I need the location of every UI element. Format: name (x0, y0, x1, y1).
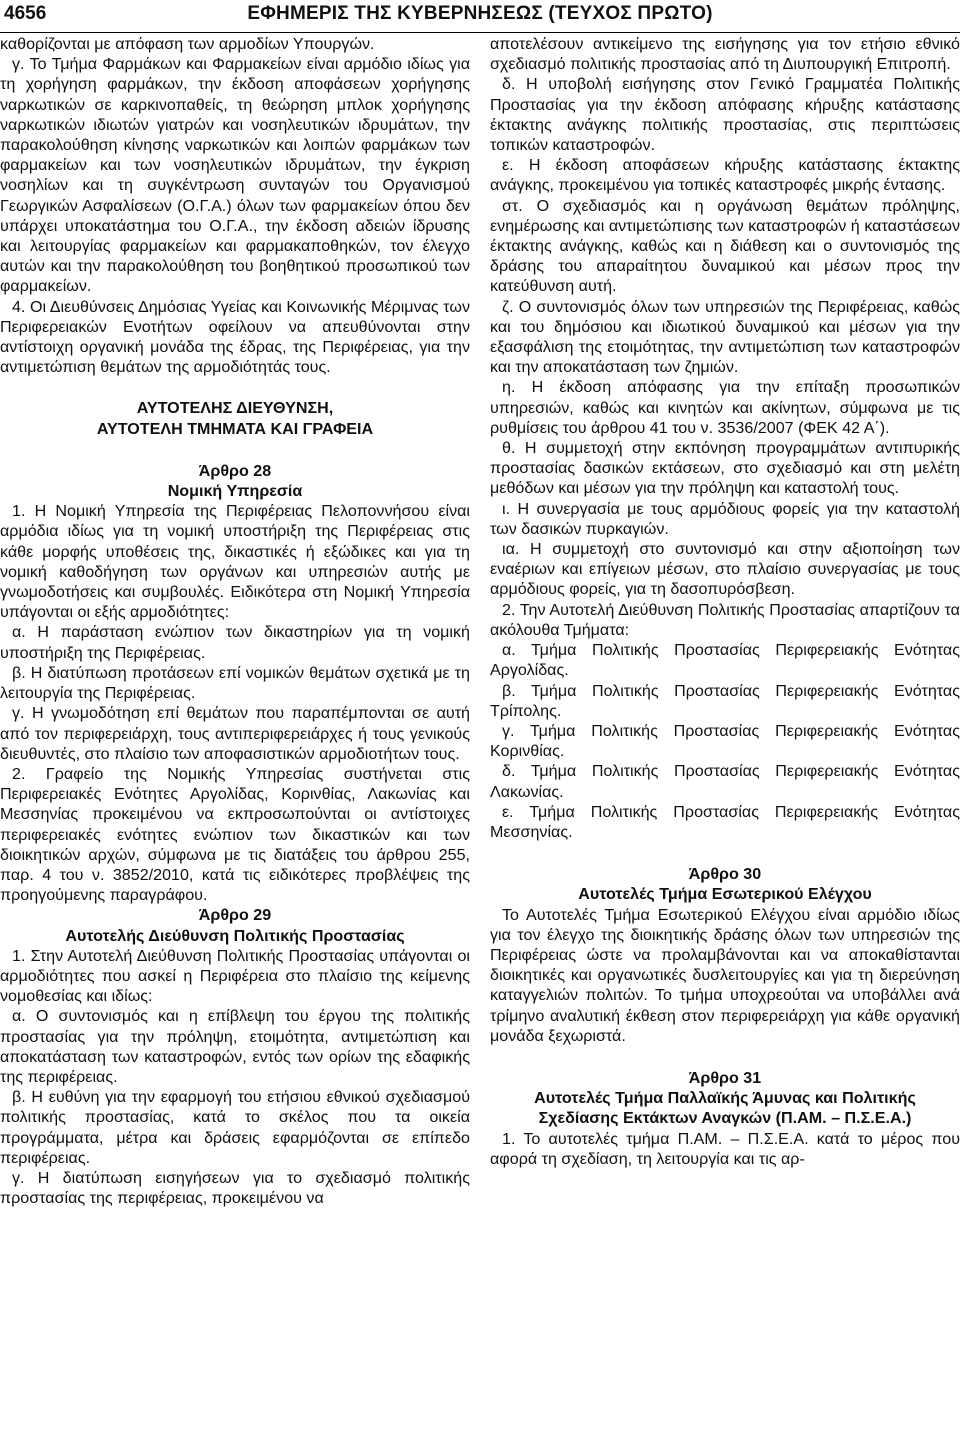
paragraph: ια. Η συμμετοχή στο συντονισμό και στην αξιοποίηση των εναέριων και επίγειων μέσων, στο πλαίσιο συνεργασίας με τους αρμόδιους φορείς, για τη δασοπυρόσβεση. (490, 540, 960, 599)
article-title: Αυτοτελής Διεύθυνση Πολιτικής Προστασίας (65, 926, 405, 945)
paragraph: δ. Η υποβολή εισήγησης στον Γενικό Γραμματέα Πολιτικής Προστασίας για την έκδοση απόφασης κήρυξης κατάστασης έκτακτης ανάγκης πολιτικής προστασίας, στις περιπτώσεις τοπικών καταστροφών. (490, 75, 960, 155)
paragraph: α. Η παράσταση ενώπιον των δικαστηρίων για τη νομική υποστήριξη της Περιφέρειας. (0, 623, 470, 662)
paragraph: γ. Η διατύπωση εισηγήσεων για το σχεδιασμό πολιτικής προστασίας της περιφέρειας, προκειμένου να (0, 1168, 470, 1208)
section-heading: ΑΥΤΟΤΕΛΗΣ ΔΙΕΥΘΥΝΣΗ, (136, 399, 334, 418)
paragraph: 1. Η Νομική Υπηρεσία της Περιφέρειας Πελοποννήσου είναι αρμόδια ιδίως για τη νομική υποστήριξη της Περιφέρειας στις κάθε μορφής υποθέσεις της, δικαστικές ή εξώδικες και για τη νομική καθοδήγηση των οργάνων και υπηρεσιών αυτής με γνωμοδοτήσεις και συμβουλές. Ειδικότερα στη Νομική Υπηρεσία υπάγονται οι εξής αρμοδιότητες: (0, 502, 470, 622)
article-number: Άρθρο 31 (688, 1068, 762, 1087)
article-title: Αυτοτελές Τμήμα Εσωτερικού Ελέγχου (578, 885, 872, 904)
paragraph: β. Η ευθύνη για την εφαρμογή του ετήσιου εθνικού σχεδιασμού πολιτικής προστασίας, κατά το σκέλος που τα οικεία προγράμματα, μέτρα και δράσεις εφαρμόζονται σε επίπεδο περιφέρειας. (0, 1088, 470, 1167)
paragraph: α. Ο συντονισμός και η επίβλεψη του έργου της πολιτικής προστασίας για την πρόληψη, ετοιμότητα, αντιμετώπιση και αποκατάσταση των καταστροφών, εντός των ορίων της εδαφικής της περιφέρειας. (0, 1007, 470, 1086)
paragraph: γ. Το Τμήμα Φαρμάκων και Φαρμακείων είναι αρμόδιο ιδίως για τη χορήγηση φαρμάκων, την έκδοση αποφάσεων χορήγησης ναρκωτικών σε καρκινοπαθείς, τη θεώρηση μπλοκ χορήγησης ναρκωτικών ιδιωτών γιατρών και νοσηλευτικών ιδρυμάτων, την παρακολούθηση κίνησης ναρκωτικών και λοιπών φαρμάκων των φαρμακείων και των νοσηλευτικών ιδρυμάτων, την έγκριση νοσηλίων και τη συγκέντρωση συνταγών του Οργανισμού Γεωργικών Ασφαλίσεων (Ο.Γ.Α.) όλων των φαρμακείων όπου δεν υπάρχει υποκατάστημα του Ο.Γ.Α., την έκδοση αδειών ίδρυσης και λειτουργίας φαρμακείων και φαρμακαποθηκών, τον έλεγχο αυτών και την παρακολούθηση του βοηθητικού προσωπικού των φαρμακείων. (0, 55, 470, 296)
paragraph: γ. Τμήμα Πολιτικής Προστασίας Περιφερειακής Ενότητας Κορινθίας. (490, 721, 960, 761)
right-column (490, 34, 960, 1169)
article-title: Νομική Υπηρεσία (167, 482, 303, 501)
paragraph: α. Τμήμα Πολιτικής Προστασίας Περιφερειακής Ενότητας Αργολίδας. (490, 641, 960, 680)
paragraph: ι. Η συνεργασία με τους αρμόδιους φορείς για την καταστολή των δασικών πυρκαγιών. (490, 499, 960, 538)
left-column (0, 34, 470, 1208)
paragraph: 2. Γραφείο της Νομικής Υπηρεσίας συστήνεται στις Περιφερειακές Ενότητες Αργολίδας, Κορινθίας, Λακωνίας και Μεσσηνίας προκειμένου να εκπροσωπούνται οι αντίστοιχες περιφερειακές ενότητες ενώπιον των δικαστικών και των διοικητικών αρχών, σύμφωνα με τις διατάξεις του άρθρου 255, παρ. 4 του ν. 3852/2010, κατά τις ειδικότερες προβλέψεις της προηγούμενης παραγράφου. (0, 764, 470, 905)
paragraph: 1. Το αυτοτελές τμήμα Π.ΑΜ. – Π.Σ.Ε.Α. κατά το μέρος που αφορά τη σχεδίαση, τη λειτουργία και τις αρ- (490, 1129, 960, 1168)
paragraph: ζ. Ο συντονισμός όλων των υπηρεσιών της Περιφέρειας, καθώς και του δημόσιου και ιδιωτικού δυναμικού και μέσων για την εξασφάλιση της ετοιμότητας, την αντιμετώπιση των καταστροφών και την αποκατάσταση των ζημιών. (490, 297, 960, 377)
article-number: Άρθρο 29 (198, 906, 272, 925)
section-heading: ΑΥΤΟΤΕΛΗ ΤΜΗΜΑΤΑ ΚΑΙ ΓΡΑΦΕΙΑ (96, 419, 374, 438)
paragraph: δ. Τμήμα Πολιτικής Προστασίας Περιφερειακής Ενότητας Λακωνίας. (490, 762, 960, 801)
page-header (0, 0, 960, 33)
gazette-title: ΕΦΗΜΕΡΙΣ ΤΗΣ ΚΥΒΕΡΝΗΣΕΩΣ (ΤΕΥΧΟΣ ΠΡΩΤΟ) (247, 3, 713, 24)
paragraph: 1. Στην Αυτοτελή Διεύθυνση Πολιτικής Προστασίας υπάγονται οι αρμοδιότητες που ασκεί η Περιφέρεια στο πλαίσιο της κείμενης νομοθεσίας και ιδίως: (0, 946, 470, 1006)
paragraph: θ. Η συμμετοχή στην εκπόνηση προγραμμάτων αντιπυρικής προστασίας δασικών εκτάσεων, στο σχεδιασμό και στη μελέτη μεθόδων και μέσων για την πρόληψη και καταστολή τους. (490, 439, 960, 498)
paragraph: 2. Την Αυτοτελή Διεύθυνση Πολιτικής Προστασίας απαρτίζουν τα ακόλουθα Τμήματα: (490, 600, 960, 639)
paragraph: β. Η διατύπωση προτάσεων επί νομικών θεμάτων σχετικά με τη λειτουργία της Περιφέρειας. (0, 663, 470, 703)
paragraph: γ. Η γνωμοδότηση επί θεμάτων που παραπέμπονται σε αυτή από τον περιφερειάρχη, τους αντιπεριφερειάρχες ή τους γενικούς διευθυντές, στο πλαίσιο των αποφασιστικών αρμοδιοτήτων τους. (0, 704, 470, 763)
paragraph: Το Αυτοτελές Τμήμα Εσωτερικού Ελέγχου είναι αρμόδιο ιδίως για τον έλεγχο της διοικητικής δράσης όλων των υπηρεσιών της Περιφέρειας ώστε να προλαμβάνονται και να αποκαθίστανται διοικητικές και οργανωτικές δυσλειτουργίες και για τη διερεύνηση καταγγελιών πολιτών. Το τμήμα υποχρεούται να υποβάλλει ανά τρίμηνο αναλυτική έκθεση στον περιφερειάρχη για κάθε οργανική μονάδα ξεχωριστά. (490, 905, 960, 1045)
paragraph: ε. Τμήμα Πολιτικής Προστασίας Περιφερειακής Ενότητας Μεσσηνίας. (490, 802, 960, 841)
article-number: Άρθρο 28 (198, 461, 272, 480)
page-number: 4656 (4, 3, 47, 24)
article-title: Σχεδίασης Εκτάκτων Αναγκών (Π.ΑΜ. – Π.Σ.Ε.Α.) (538, 1109, 912, 1128)
paragraph: καθορίζονται με απόφαση των αρμοδίων Υπουργών. (0, 35, 375, 53)
paragraph: β. Τμήμα Πολιτικής Προστασίας Περιφερειακής Ενότητας Τρίπολης. (490, 681, 960, 720)
article-title: Αυτοτελές Τμήμα Παλλαϊκής Άμυνας και Πολιτικής (534, 1089, 916, 1108)
paragraph: αποτελέσουν αντικείμενο της εισήγησης για τον ετήσιο εθνικό σχεδιασμό πολιτικής προστασίας από τη Διυπουργική Επιτροπή. (490, 35, 960, 74)
paragraph: στ. Ο σχεδιασμός και η οργάνωση θεμάτων πρόληψης, ενημέρωσης και αντιμετώπισης των καταστροφών ή καταστάσεων έκτακτης ανάγκης, καθώς και η διάθεση και ο συντονισμός της δράσης του απαραίτητου δυναμικού και μέσων προς την κατεύθυνση αυτή. (490, 196, 960, 296)
paragraph: η. Η έκδοση απόφασης για την επίταξη προσωπικών υπηρεσιών, καθώς και κινητών και ακίνητων, σύμφωνα με τις ρυθμίσεις του άρθρου 41 του ν. 3536/2007 (ΦΕΚ 42 Α΄). (490, 378, 960, 437)
paragraph: ε. Η έκδοση αποφάσεων κήρυξης κατάστασης έκτακτης ανάγκης, προκειμένου για τοπικές καταστροφές μικρής έντασης. (490, 156, 960, 195)
article-number: Άρθρο 30 (688, 865, 762, 884)
paragraph: 4. Οι Διευθύνσεις Δημόσιας Υγείας και Κοινωνικής Μέριμνας των Περιφερειακών Ενοτήτων οφείλουν να απευθύνονται στην αντίστοιχη οργανική μονάδα της έδρας, της Περιφέρειας, για την αντιμετώπιση θεμάτων της αρμοδιότητάς τους. (0, 297, 470, 377)
